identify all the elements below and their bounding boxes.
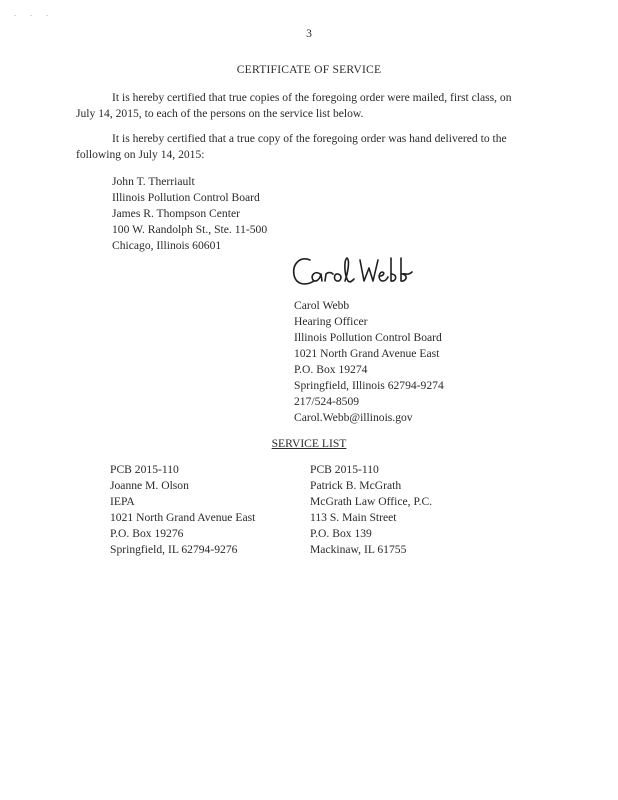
- address-line: 1021 North Grand Avenue East: [294, 347, 440, 360]
- paragraph-line: July 14, 2015, to each of the persons on the service list below.: [76, 107, 364, 120]
- phone-number: 217/524-8509: [294, 395, 360, 408]
- address-line: P.O. Box 139: [310, 527, 372, 540]
- mailing-certification-paragraph: [76, 90, 556, 122]
- address-line: Illinois Pollution Control Board: [112, 191, 260, 204]
- page-number: 3: [306, 27, 312, 40]
- address-line: Joanne M. Olson: [110, 479, 189, 492]
- address-line: Chicago, Illinois 60601: [112, 239, 222, 252]
- case-number: PCB 2015-110: [310, 463, 379, 476]
- address-line: 100 W. Randolph St., Ste. 11-500: [112, 223, 268, 236]
- address-line: John T. Therriault: [112, 175, 195, 188]
- address-line: IEPA: [110, 495, 135, 508]
- address-line: Mackinaw, IL 61755: [310, 543, 407, 556]
- service-list-entry-right: [310, 462, 432, 558]
- paragraph-line: following on July 14, 2015:: [76, 148, 205, 161]
- address-line: Springfield, IL 62794-9276: [110, 543, 238, 556]
- address-line: James R. Thompson Center: [112, 207, 240, 220]
- hand-delivery-recipient-address: [112, 174, 267, 254]
- hearing-officer-signature-block: [294, 298, 444, 426]
- address-line: P.O. Box 19276: [110, 527, 184, 540]
- case-number: PCB 2015-110: [110, 463, 179, 476]
- service-list-entry-left: [110, 462, 255, 558]
- address-line: 1021 North Grand Avenue East: [110, 511, 256, 524]
- email-address: Carol.Webb@illinois.gov: [294, 411, 413, 424]
- certificate-title: CERTIFICATE OF SERVICE: [236, 63, 382, 76]
- address-line: Patrick B. McGrath: [310, 479, 402, 492]
- hand-delivery-paragraph: [76, 131, 556, 163]
- address-line: McGrath Law Office, P.C.: [310, 495, 433, 508]
- officer-name: Carol Webb: [294, 299, 350, 312]
- scan-marks: . . .: [14, 9, 54, 18]
- paragraph-line: It is hereby certified that true copies of the foregoing order were mailed, first class, on: [112, 91, 512, 104]
- handwritten-signature: [288, 248, 418, 294]
- address-line: Illinois Pollution Control Board: [294, 331, 442, 344]
- paragraph-line: It is hereby certified that a true copy of the foregoing order was hand delivered to the: [112, 132, 507, 145]
- address-line: 113 S. Main Street: [310, 511, 397, 524]
- officer-title: Hearing Officer: [294, 315, 368, 328]
- address-line: P.O. Box 19274: [294, 363, 368, 376]
- address-line: Springfield, Illinois 62794-9274: [294, 379, 444, 392]
- service-list-title: SERVICE LIST: [271, 437, 347, 450]
